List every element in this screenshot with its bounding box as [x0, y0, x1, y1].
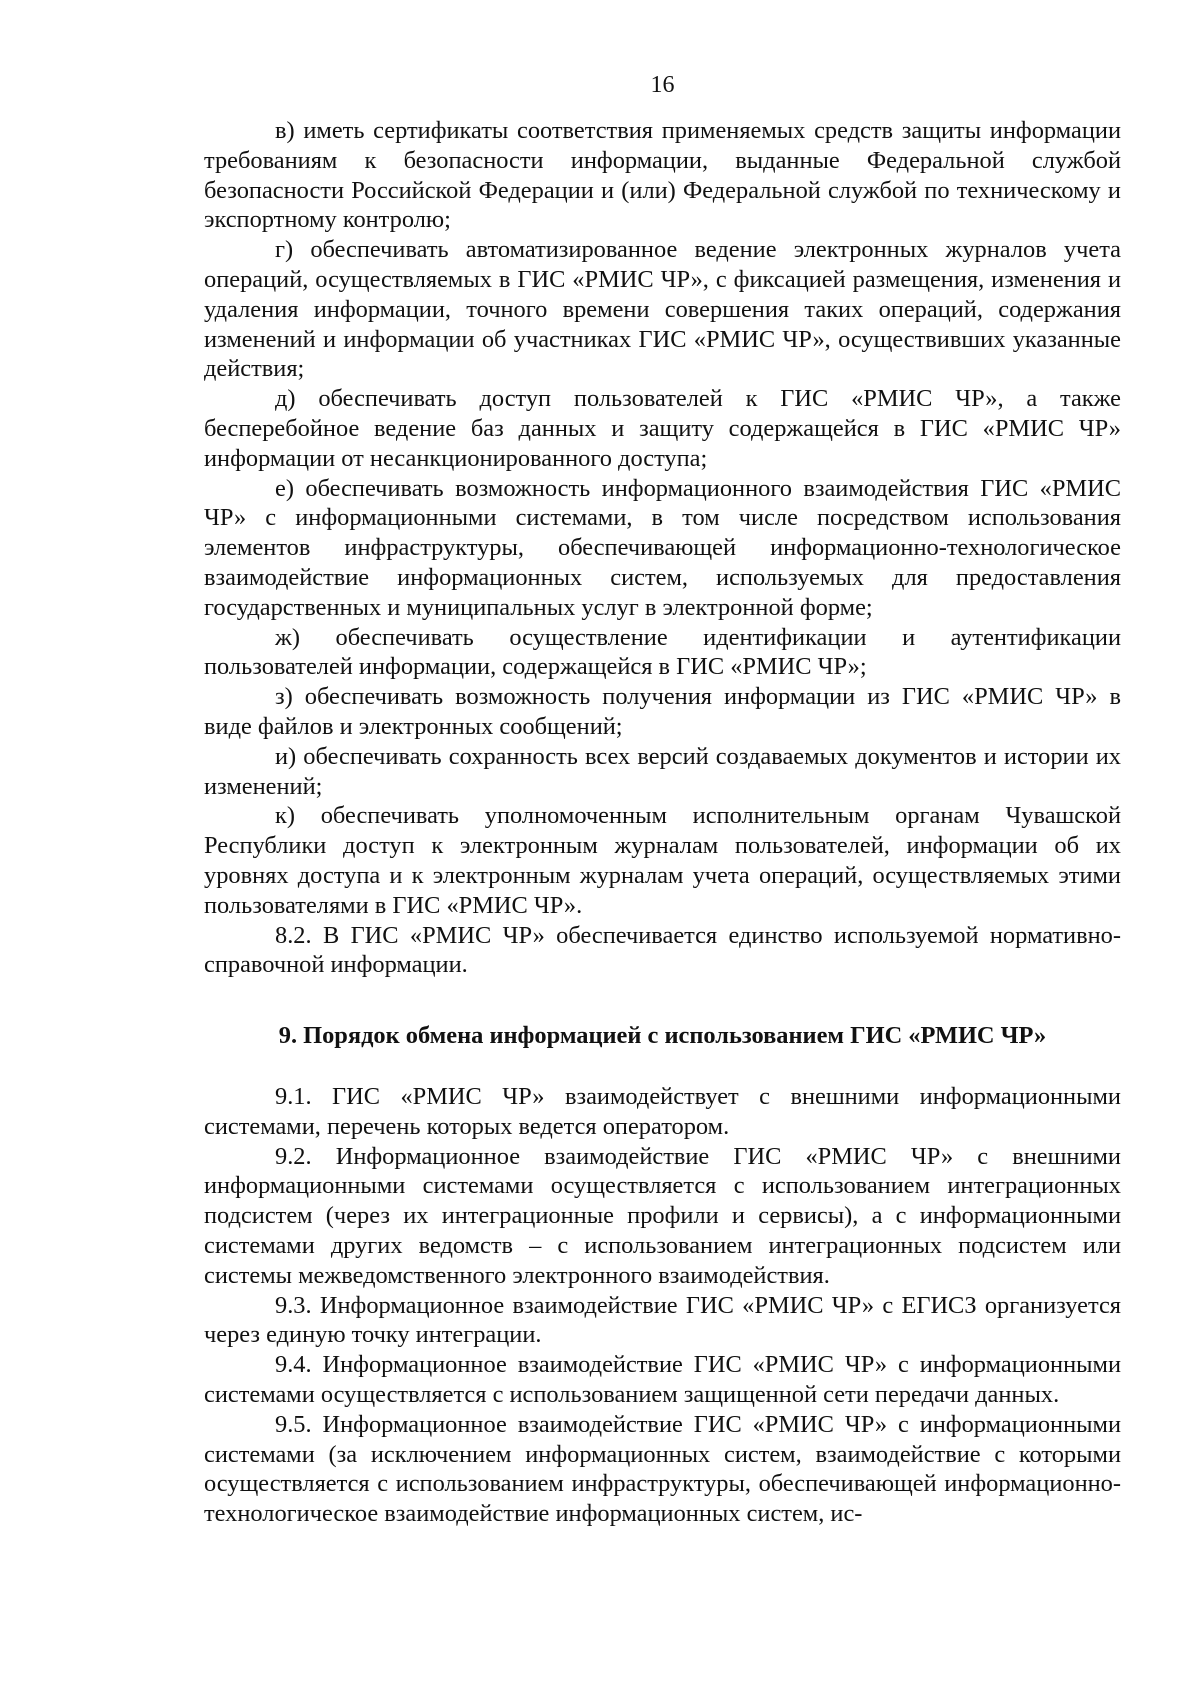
section-9-body: [204, 1082, 1121, 1529]
paragraph-z: з) обеспечивать возможность получения информации из ГИС «РМИС ЧР» в виде файлов и электронных сообщений;: [204, 683, 1121, 740]
paragraph-9-2: 9.2. Информационное взаимодействие ГИС «РМИС ЧР» с внешними информационными системами осуществляется с использованием интеграционных подсистем (через их интеграционные профили и сервисы), а с информационными системами других ведомств – с использованием интеграционных подсистем или системы межведомственного электронного взаимодействия.: [204, 1142, 1121, 1289]
paragraph-9-5: 9.5. Информационное взаимодействие ГИС «РМИС ЧР» с информационными системами (за исключением информационных систем, взаимодействие с которыми осуществляется с использованием инфраструктуры, обеспечивающей информационно-технологическое взаимодействие информационных систем, ис-: [204, 1410, 1121, 1528]
paragraph-9-1: 9.1. ГИС «РМИС ЧР» взаимодействует с внешними информационными системами, перечень которых ведется оператором.: [204, 1083, 1121, 1140]
section-heading: 9. Порядок обмена информацией с использованием ГИС «РМИС ЧР»: [278, 1022, 1047, 1049]
requirements-list: [204, 116, 1121, 980]
paragraph-v: в) иметь сертификаты соответствия применяемых средств защиты информации требованиям к безопасности информации, выданные Федеральной службой безопасности Российской Федерации и (или) Федеральной службой по техническому и экспортному контролю;: [204, 117, 1121, 234]
paragraph-9-4: 9.4. Информационное взаимодействие ГИС «РМИС ЧР» с информационными системами осуществляется с использованием защищенной сети передачи данных.: [204, 1351, 1121, 1408]
paragraph-zh: ж) обеспечивать осуществление идентификации и аутентификации пользователей информации, содержащейся в ГИС «РМИС ЧР»;: [204, 623, 1121, 681]
paragraph-d: д) обеспечивать доступ пользователей к ГИС «РМИС ЧР», а также бесперебойное ведение баз данных и защиту содержащейся в ГИС «РМИС ЧР» информации от несанкционированного доступа;: [204, 385, 1121, 472]
page-number: 16: [650, 72, 675, 98]
paragraph-g: г) обеспечивать автоматизированное ведение электронных журналов учета операций, осуществляемых в ГИС «РМИС ЧР», с фиксацией размещения, изменения и удаления информации, точного времени совершения таких операций, содержания изменений и информации об участниках ГИС «РМИС ЧР», осуществивших указанные действия;: [204, 236, 1121, 383]
paragraph-i: и) обеспечивать сохранность всех версий создаваемых документов и истории их изменений;: [204, 742, 1121, 800]
paragraph-e: е) обеспечивать возможность информационного взаимодействия ГИС «РМИС ЧР» с информационными системами, в том числе посредством использования элементов инфраструктуры, обеспечивающей информационно-технологическое взаимодействие информационных систем, используемых для предоставления государственных и муниципальных услуг в электронной форме;: [204, 474, 1121, 621]
paragraph-9-3: 9.3. Информационное взаимодействие ГИС «РМИС ЧР» с ЕГИСЗ организуется через единую точку интеграции.: [204, 1291, 1121, 1349]
paragraph-k: к) обеспечивать уполномоченным исполнительным органам Чувашской Республики доступ к электронным журналам пользователей, информации об их уровнях доступа и к электронным журналам учета операций, осуществляемых этими пользователями в ГИС «РМИС ЧР».: [204, 802, 1121, 919]
paragraph-8-2: 8.2. В ГИС «РМИС ЧР» обеспечивается единство используемой нормативно-справочной информации.: [204, 921, 1121, 979]
